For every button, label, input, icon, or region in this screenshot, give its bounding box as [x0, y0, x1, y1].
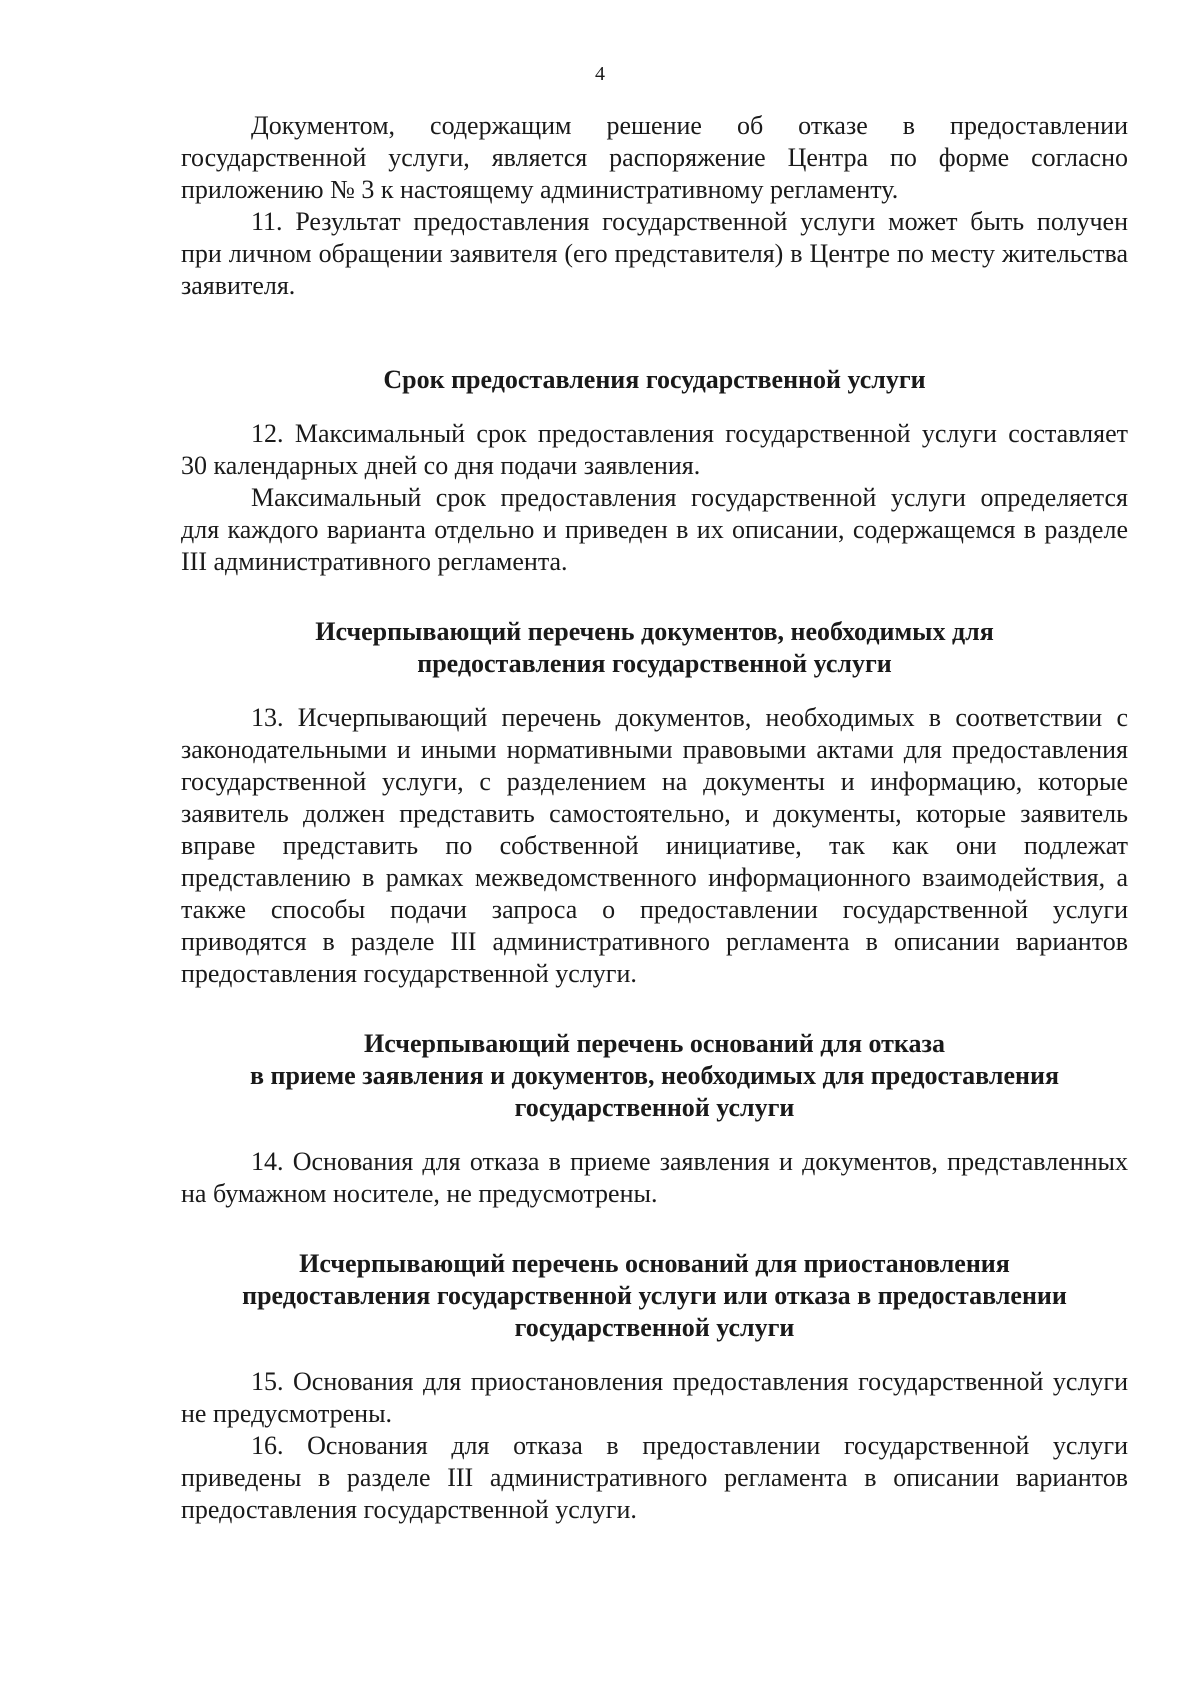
heading-service-term [181, 364, 1128, 396]
paragraph-12-max-term: 12. Максимальный срок предоставления государственной услуги составляет 30 календарных дней со дня подачи заявления. [181, 419, 1128, 480]
paragraph-13-document-list: 13. Исчерпывающий перечень документов, необходимых в соответствии с законодательными и иными нормативными правовыми актами для предоставления государственной услуги, с разделением на документы и информацию, которые заявитель должен представить самостоятельно, и документы, которые заявитель вправе представить по собственной инициативе, так как они подлежат представлению в рамках межведомственного информационного взаимодействия, а также способы подачи запроса о предоставлении государственной услуги приводятся в разделе III административного регламента в описании вариантов предоставления государственной услуги. [181, 703, 1128, 988]
paragraph-15-no-suspension: 15. Основания для приостановления предоставления государственной услуги не предусмотрены. [181, 1367, 1128, 1428]
heading-line: Срок предоставления государственной услуги [383, 365, 926, 394]
paragraph-14-no-refusal-grounds: 14. Основания для отказа в приеме заявления и документов, представленных на бумажном носителе, не предусмотрены. [181, 1147, 1128, 1208]
heading-line: предоставления государственной услуги [417, 649, 892, 678]
heading-line: Исчерпывающий перечень оснований для отказа [364, 1029, 945, 1058]
paragraph-11-result: 11. Результат предоставления государственной услуги может быть получен при личном обращении заявителя (его представителя) в Центре по месту жительства заявителя. [181, 207, 1128, 300]
page-number: 4 [595, 63, 605, 85]
heading-suspension-refusal-grounds [181, 1248, 1128, 1344]
heading-line: государственной услуги [514, 1093, 795, 1122]
document-body [181, 110, 1128, 1526]
heading-line: государственной услуги [514, 1313, 795, 1342]
heading-line: Исчерпывающий перечень документов, необходимых для [315, 617, 994, 646]
heading-refusal-grounds-acceptance [181, 1028, 1128, 1124]
paragraph-max-term-variants: Максимальный срок предоставления государственной услуги определяется для каждого варианта отдельно и приведен в их описании, содержащемся в разделе III административного регламента. [181, 483, 1128, 576]
heading-required-documents [181, 616, 1128, 680]
paragraph-16-refusal-grounds: 16. Основания для отказа в предоставлении государственной услуги приведены в разделе III административного регламента в описании вариантов предоставления государственной услуги. [181, 1431, 1128, 1524]
heading-line: предоставления государственной услуги или отказа в предоставлении [242, 1281, 1067, 1310]
paragraph-refusal-document: Документом, содержащим решение об отказе в предоставлении государственной услуги, является распоряжение Центра по форме согласно приложению № 3 к настоящему административному регламенту. [181, 111, 1128, 204]
heading-line: в приеме заявления и документов, необходимых для предоставления [249, 1061, 1060, 1090]
heading-line: Исчерпывающий перечень оснований для приостановления [299, 1249, 1010, 1278]
